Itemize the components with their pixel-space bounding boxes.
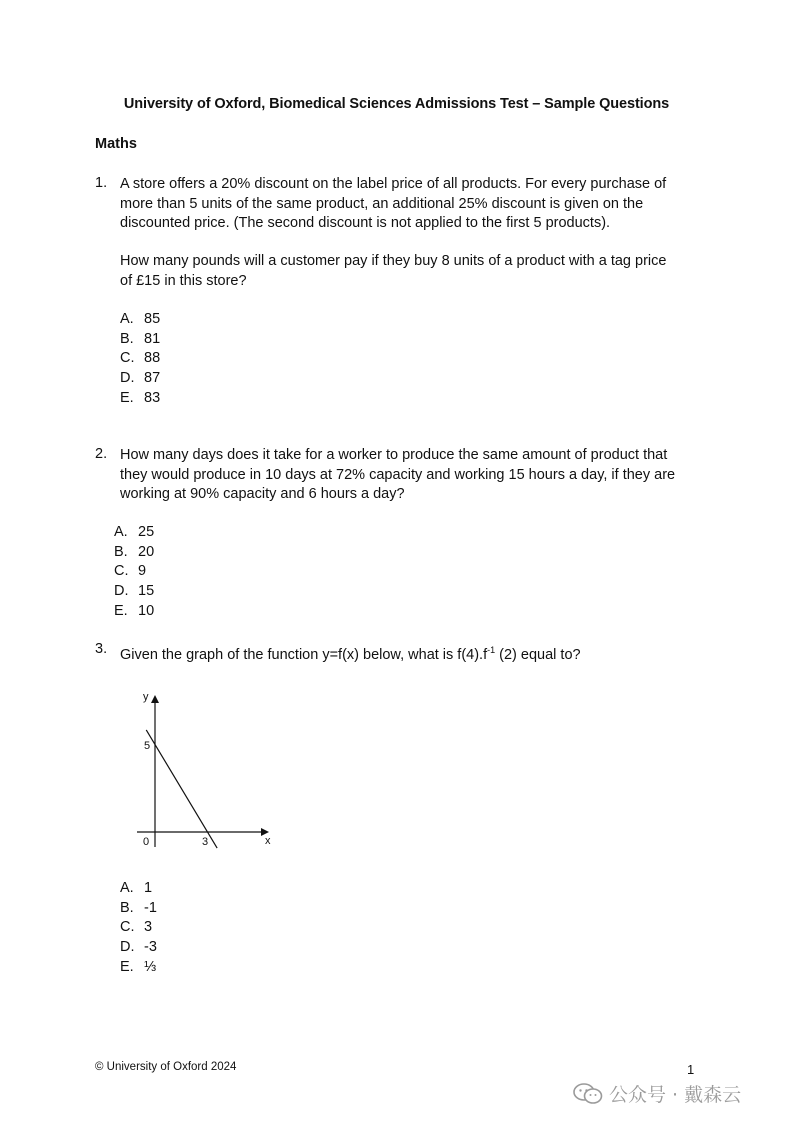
option[interactable]: [120, 330, 160, 350]
option[interactable]: [120, 938, 157, 958]
option[interactable]: [120, 899, 157, 919]
question-1-prompt: How many pounds will a customer pay if they buy 8 units of a product with a tag price of £15 in this store?: [120, 253, 667, 289]
option-value: 88: [144, 350, 161, 367]
option-letter: C.: [114, 563, 129, 580]
option-letter: B.: [120, 330, 134, 347]
y-intercept-label: 5: [144, 740, 151, 752]
option-letter: C.: [120, 350, 135, 367]
option-letter: E.: [114, 602, 128, 619]
option-value: -3: [144, 939, 157, 956]
option[interactable]: [114, 543, 154, 563]
option[interactable]: [120, 349, 160, 369]
copyright-footer: © University of Oxford 2024: [95, 1061, 237, 1073]
question-3-text-after: (2) equal to?: [495, 646, 581, 663]
option[interactable]: [114, 582, 154, 602]
watermark-text: 公众号 · 戴森云: [609, 1084, 742, 1106]
option-value: 25: [138, 524, 155, 540]
option-letter: E.: [120, 389, 134, 406]
option-letter: C.: [120, 919, 135, 936]
option[interactable]: [120, 918, 157, 938]
question-3-text: [120, 641, 705, 665]
page-title: University of Oxford, Biomedical Sciences Admissions Test – Sample Questions: [123, 96, 670, 112]
question-1-options: [120, 310, 160, 409]
option-value: 9: [138, 563, 147, 580]
question-2-number: 2.: [95, 446, 108, 462]
wechat-icon: [573, 1083, 603, 1105]
origin-label: 0: [143, 836, 150, 848]
x-axis-label: x: [265, 835, 271, 847]
option[interactable]: [120, 369, 160, 389]
watermark: [573, 1080, 741, 1107]
option-value: 3: [144, 919, 153, 936]
question-1-number: 1.: [95, 175, 108, 191]
page-number: 1: [687, 1062, 695, 1077]
section-heading: Maths: [95, 136, 137, 152]
option[interactable]: [120, 958, 157, 978]
option-value: 1: [144, 880, 153, 896]
question-3-superscript: -1: [487, 645, 496, 655]
option-letter: B.: [114, 543, 128, 560]
function-graph: [130, 685, 280, 855]
option-value: 87: [144, 370, 161, 387]
function-line: [146, 730, 217, 848]
option-letter: D.: [114, 583, 129, 600]
option-value: 81: [144, 330, 161, 347]
option-value: 15: [138, 583, 155, 600]
option-letter: E.: [120, 958, 134, 975]
option-value: -1: [144, 899, 157, 916]
option[interactable]: [120, 389, 160, 409]
option-value: 10: [138, 602, 155, 619]
option[interactable]: [114, 562, 154, 582]
y-axis-label: y: [143, 691, 149, 703]
option-value: 85: [144, 311, 161, 327]
question-3-number: 3.: [95, 641, 108, 657]
option-value: 20: [138, 543, 155, 560]
option-letter: A.: [120, 880, 134, 896]
option-letter: B.: [120, 899, 134, 916]
option[interactable]: [114, 523, 154, 543]
option-letter: D.: [120, 370, 135, 387]
question-2-options: [114, 523, 154, 622]
question-2-text: How many days does it take for a worker to produce the same amount of product that they would produce in 10 days at 72% capacity and working 15 hours a day, if they are working at 90% capacity and 6 hours a day?: [120, 447, 676, 502]
option-value: 83: [144, 389, 161, 406]
option-letter: A.: [120, 311, 134, 327]
option-value: ⅓: [144, 958, 157, 975]
question-3-text-before: Given the graph of the function y=f(x) below, what is f(4).f: [120, 646, 488, 663]
option[interactable]: [114, 602, 154, 622]
option[interactable]: [120, 310, 160, 330]
option-letter: D.: [120, 939, 135, 956]
option[interactable]: [120, 879, 157, 899]
x-intercept-label: 3: [202, 836, 209, 848]
question-1-text: A store offers a 20% discount on the label price of all products. For every purchase of more than 5 units of the same product, an additional 25% discount is given on the discounted price. (The second discount is not applied to the first 5 products).: [120, 176, 667, 231]
option-letter: A.: [114, 524, 128, 540]
question-3-options: [120, 879, 157, 978]
